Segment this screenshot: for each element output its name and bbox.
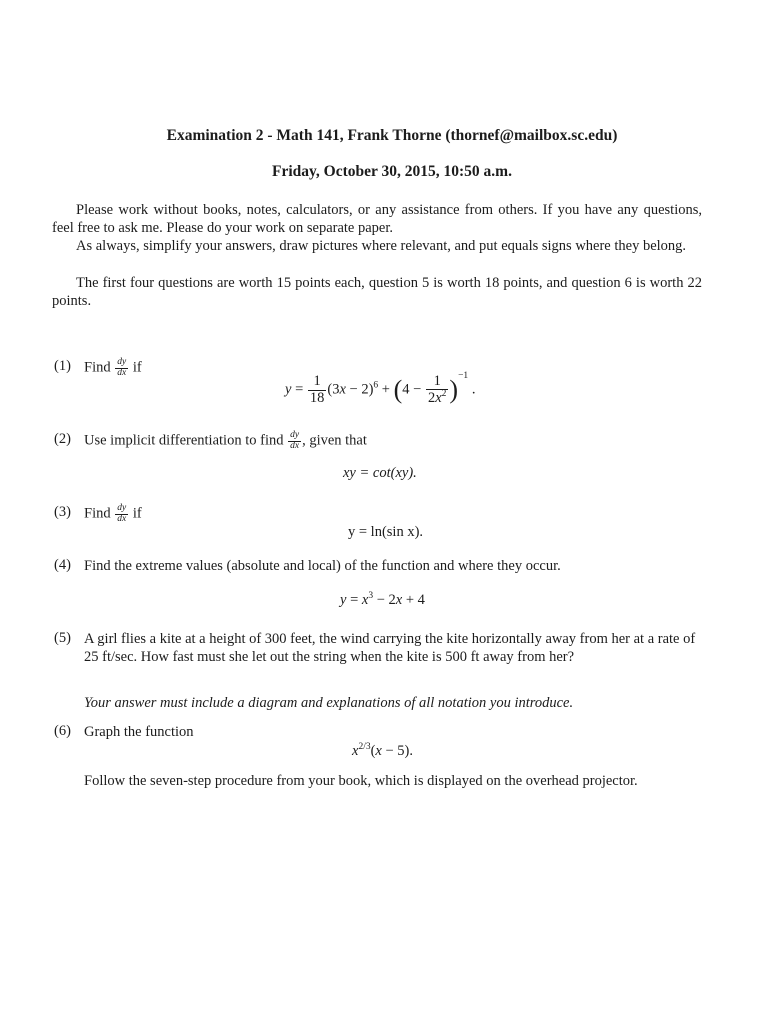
question-5-note: Your answer must include a diagram and explanations of all notation you introduce. [84,695,574,711]
question-4-number: (4) [54,557,71,573]
question-1-equation: y = $\frac{1}{18}$ $(3x - 2)^6 + (4$ − $\frac{1}{2x^2}$ )$^{-1}$ . [285,370,476,407]
question-3-text: Find $\frac{dy}{dx}$ if [84,503,142,524]
question-6-footer: Follow the seven-step procedure from your book, which is displayed on the overhead projector. [84,773,638,789]
question-2-text: Use implicit differentiation to find $\frac{dy}{dx}$ , given that [84,430,367,451]
question-6-text: Graph the function [84,724,194,740]
instructions-paragraph-1 [52,201,702,237]
instructions-text-2: As always, simplify your answers, draw pictures where relevant, and put equals signs where they belong. [76,238,687,254]
question-2-number: (2) [54,431,71,447]
question-2-equation: xy = cot(xy). [343,465,417,481]
question-3-number: (3) [54,504,71,520]
question-5-text: A girl flies a kite at a height of 300 feet, the wind carrying the kite horizontally away from her at a rate of 25 ft/sec. How fast must she let out the string when the kite is 500 ft away from her? [84,631,696,665]
exam-title: Examination 2 - Math 141, Frank Thorne (thornef@mailbox.sc.edu) [166,127,618,144]
question-6-number: (6) [54,723,71,739]
question-1-text: Find $\frac{dy}{dx}$ if [84,357,142,378]
instructions-text-3: The first four questions are worth 15 points each, question 5 is worth 18 points, and question 6 is worth 22 points. [52,275,702,309]
question-4-text: Find the extreme values (absolute and local) of the function and where they occur. [84,558,561,574]
dy-dx-fraction: $\frac{dy}{dx}$ [117,357,127,378]
instructions-paragraph-3 [52,274,702,310]
question-3-equation: y = ln(sin x). [348,524,424,540]
instructions-text-1: Please work without books, notes, calculators, or any assistance from others. If you have any questions, feel free to ask me. Please do your work on separate paper. [52,202,702,236]
question-1-number: (1) [54,358,71,374]
question-6-equation: $x^{2/3}(x - 5)$. [352,742,413,759]
exam-date: Friday, October 30, 2015, 10:50 a.m. [272,163,512,180]
question-5-number: (5) [54,630,71,646]
dy-dx-fraction: $\frac{dy}{dx}$ [117,503,127,524]
question-4-equation: $y = x^3 - 2x + 4$ [340,591,425,608]
dy-dx-fraction: $\frac{dy}{dx}$ [290,430,300,451]
instructions-paragraph-2 [52,237,702,255]
